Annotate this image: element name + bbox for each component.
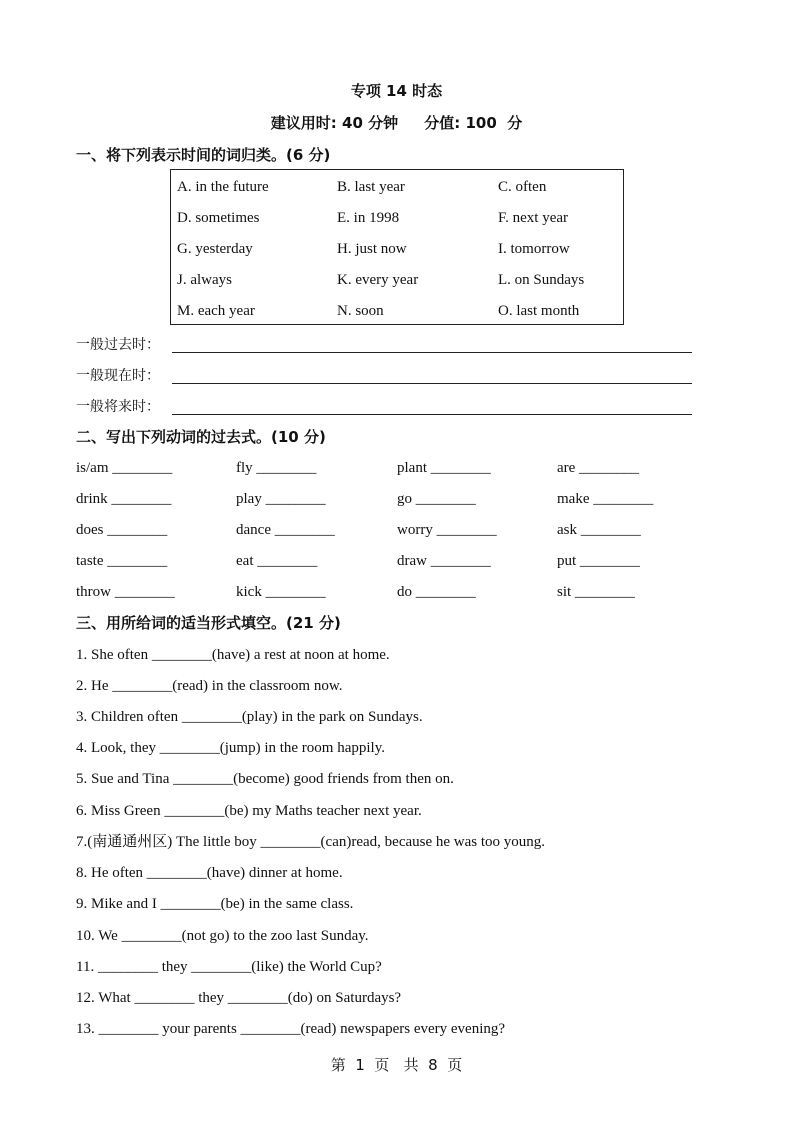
time-word: A. in the future — [177, 179, 269, 195]
exercise-sentence: 3. Children often ________(play) in the park on Sundays. — [76, 709, 423, 725]
time-word: L. on Sundays — [498, 272, 585, 288]
exercise-sentence: 5. Sue and Tina ________(become) good friends from then on. — [76, 771, 454, 787]
time-words-row — [171, 176, 625, 198]
present-tense-line — [76, 365, 692, 389]
section1-heading: 一、将下列表示时间的词归类。(6 分) — [76, 146, 331, 164]
time-word: C. often — [498, 179, 547, 195]
future-tense-line — [76, 396, 692, 420]
time-word: K. every year — [337, 272, 419, 288]
line-label: 一般过去时： — [76, 337, 160, 353]
verb-item: go ________ — [397, 491, 476, 507]
verb-item: eat ________ — [236, 553, 318, 569]
time-word: M. each year — [177, 303, 255, 319]
verb-item: is/am ________ — [76, 460, 173, 476]
exercise-sentence: 8. He often ________(have) dinner at home. — [76, 865, 343, 881]
line-label: 一般现在时： — [76, 368, 160, 384]
exercise-sentence: 12. What ________ they ________(do) on Saturdays? — [76, 990, 402, 1006]
verb-item: ask ________ — [557, 522, 641, 538]
time-word: I. tomorrow — [498, 241, 570, 257]
verb-row — [0, 488, 793, 510]
verb-row — [0, 457, 793, 479]
exercise-sentence: 9. Mike and I ________(be) in the same class. — [76, 896, 354, 912]
verb-item: do ________ — [397, 584, 476, 600]
verb-item: fly ________ — [236, 460, 317, 476]
verb-item: put ________ — [557, 553, 640, 569]
verb-item: drink ________ — [76, 491, 172, 507]
verb-item: play ________ — [236, 491, 326, 507]
line-label: 一般将来时： — [76, 399, 160, 415]
answer-blank[interactable] — [172, 383, 692, 384]
verb-item: kick ________ — [236, 584, 326, 600]
verb-row — [0, 550, 793, 572]
verb-item: plant ________ — [397, 460, 491, 476]
verb-item: worry ________ — [397, 522, 497, 538]
verb-item: does ________ — [76, 522, 168, 538]
exercise-sentence: 13. ________ your parents ________(read) newspapers every evening? — [76, 1021, 506, 1037]
time-words-row — [171, 269, 625, 291]
exercise-sentence: 10. We ________(not go) to the zoo last Sunday. — [76, 928, 369, 944]
exercise-sentence: 1. She often ________(have) a rest at noon at home. — [76, 647, 390, 663]
verb-item: taste ________ — [76, 553, 168, 569]
section3-heading: 三、用所给词的适当形式填空。(21 分) — [76, 614, 341, 632]
exercise-sentence: 7.(南通通州区) The little boy ________(can)read, because he was too young. — [76, 834, 546, 850]
page-subtitle: 建议用时: 40 分钟 分值: 100 分 — [270, 114, 523, 132]
time-word: F. next year — [498, 210, 569, 226]
verb-item: are ________ — [557, 460, 640, 476]
exercise-sentence: 6. Miss Green ________(be) my Maths teacher next year. — [76, 803, 422, 819]
page-footer: 第 1 页 共 8 页 — [330, 1056, 463, 1074]
time-word: D. sometimes — [177, 210, 260, 226]
exercise-sentence: 11. ________ they ________(like) the World Cup? — [76, 959, 382, 975]
verb-row — [0, 519, 793, 541]
time-words-row — [171, 207, 625, 229]
page-title: 专项 14 时态 — [350, 82, 443, 100]
exercise-sentence: 2. He ________(read) in the classroom now. — [76, 678, 343, 694]
time-words-box — [170, 169, 624, 325]
time-word: O. last month — [498, 303, 580, 319]
time-word: J. always — [177, 272, 232, 288]
verb-row — [0, 581, 793, 603]
past-tense-line — [76, 334, 692, 358]
verb-item: draw ________ — [397, 553, 491, 569]
exercise-sentence: 4. Look, they ________(jump) in the room happily. — [76, 740, 385, 756]
time-word: E. in 1998 — [337, 210, 400, 226]
section2-heading: 二、写出下列动词的过去式。(10 分) — [76, 428, 326, 446]
answer-blank[interactable] — [172, 352, 692, 353]
verb-item: sit ________ — [557, 584, 635, 600]
verb-item: make ________ — [557, 491, 654, 507]
time-word: G. yesterday — [177, 241, 253, 257]
verb-item: dance ________ — [236, 522, 335, 538]
time-word: B. last year — [337, 179, 405, 195]
verb-item: throw ________ — [76, 584, 175, 600]
time-words-row — [171, 238, 625, 260]
time-word: H. just now — [337, 241, 407, 257]
time-words-row — [171, 300, 625, 322]
answer-blank[interactable] — [172, 414, 692, 415]
time-word: N. soon — [337, 303, 384, 319]
